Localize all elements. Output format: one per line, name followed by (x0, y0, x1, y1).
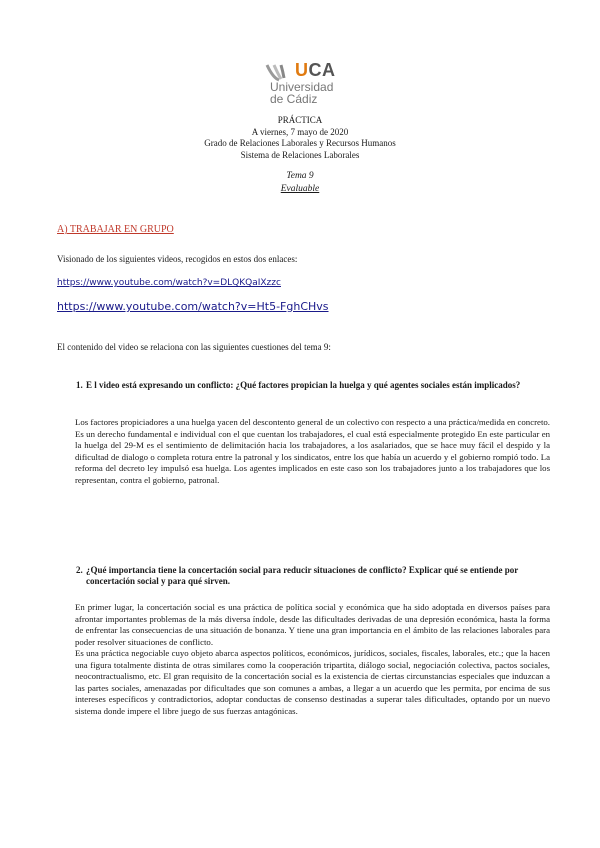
logo-acronym: UCA (295, 60, 336, 80)
video-link-2[interactable]: https://www.youtube.com/watch?v=Ht5-FghCHvs (57, 300, 329, 313)
degree-name: Grado de Relaciones Laborales y Recursos Humanos (204, 138, 396, 148)
video-link-1[interactable]: https://www.youtube.com/watch?v=DLQKQaIXzzc (57, 278, 281, 288)
question-2-number: 2. (76, 565, 83, 575)
answer-2 (75, 602, 550, 717)
document-date: A viernes, 7 mayo de 2020 (251, 126, 349, 137)
answer-1 (75, 417, 550, 486)
tema-evaluable: Evaluable (280, 184, 320, 194)
answer-2-paragraph-2: Es una práctica negociable cuyo objeto abarca aspectos políticos, económicos, jurídicos, sociales, fiscales, laborales, etc.; que la hacen una figura totalmente distinta de otras similares como la cooperación tripartita, diálogo social, negociación colectiva, pactos sociales, neocontractualismo, etc. El gran requisito de la concertación social es la existencia de ciertas circunstancias especiales que induzcan a las partes sociales, amenazadas por dificultades que son comunes a ambas, a llegar a un acuerdo que les permita, por encima de sus intereses específicos y contradictorios, adoptar conductas de consenso destinadas a superar tales dificultades, optando por un nuevo sistema donde impere el libre juego de sus fuerzas antagónicas. (75, 648, 550, 716)
videos-intro: Visionado de los siguientes videos, recogidos en estos dos enlaces: (57, 254, 298, 264)
document-header (0, 115, 600, 161)
question-1 (77, 380, 547, 391)
tema-number: Tema 9 (286, 171, 314, 181)
question-1-text: E l video está expresando un conflicto: ¿Qué factores propician la huelga y qué agentes sociales están implicados? (86, 380, 521, 390)
question-2-text: ¿Qué importancia tiene la concertación social para reducir situaciones de conflicto? Explicar qué se entiende por concertación social y para qué sirven. (86, 565, 519, 586)
university-logo (265, 60, 345, 110)
question-1-number: 1. (76, 380, 83, 390)
question-2 (77, 565, 547, 587)
logo-name-line2: de Cádiz (270, 92, 318, 106)
uca-emblem-icon (265, 62, 295, 82)
answer-2-paragraph-1: En primer lugar, la concertación social es una práctica de política social y económica que ha sido adoptada en diversos países para afrontar importantes problemas de la más diversa índole, desde las dificultades derivadas de una depresión económica, hasta la forma de enfrentar las consecuencias de una situación de bonanza. Y tiene una gran importancia en el ámbito de las relaciones laborales para poder resolver situaciones de conflicto. (75, 602, 550, 647)
subject-name: Sistema de Relaciones Laborales (240, 149, 360, 160)
section-a-heading: A) TRABAJAR EN GRUPO (57, 224, 174, 235)
logo-name (270, 81, 333, 105)
logo-name-line1: Universidad (270, 80, 334, 94)
context-text: El contenido del video se relaciona con las siguientes cuestiones del tema 9: (57, 342, 331, 352)
document-title: PRÁCTICA (277, 115, 323, 125)
answer-1-paragraph: Los factores propiciadores a una huelga yacen del descontento general de un colectivo con respecto a una práctica/medida en concreto. Es un derecho fundamental e individual con el que cuentan los trabajadores, el cual está especialmente protegido En este particular en la huelga del 29-M es el sentimiento de delimitación hacia los trabajadores, a los asalariados, que se hace muy fácil el despido y la dificultad de dialogo o completa rotura entre la patronal y los sindicatos, entre los que había un acuerdo y el gobierno rompió todo. La reforma del decreto ley impulsó esa huelga. Los agentes implicados en este caso son los trabajadores junto a los trabajadores que los representan, contra el gobierno, patronal. (75, 417, 550, 485)
